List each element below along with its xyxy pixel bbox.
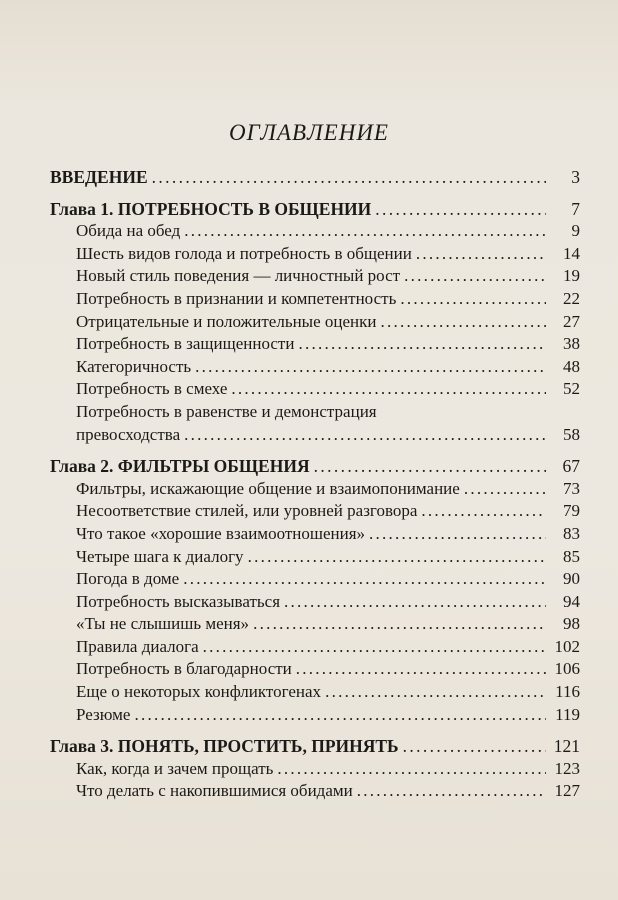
dot-leader (421, 500, 546, 523)
table-of-contents (50, 166, 580, 803)
toc-entry-title: Потребность в признании и компетентность (76, 288, 397, 308)
toc-entry-title: Правила диалога (76, 636, 199, 656)
toc-page-number: 121 (553, 736, 580, 757)
toc-section (50, 704, 580, 727)
toc-entry-title: «Ты не слышишь меня» (76, 614, 250, 634)
toc-page-number: 73 (563, 478, 580, 498)
dot-leader (357, 780, 546, 803)
toc-entry-title: Потребность в смехе (76, 379, 228, 399)
dot-leader (277, 758, 546, 781)
dot-leader (183, 568, 546, 591)
toc-page-number: 94 (563, 591, 580, 611)
dot-leader (134, 704, 546, 727)
toc-section (50, 681, 580, 704)
toc-page-number: 48 (563, 356, 580, 376)
toc-entry-title: Глава 2. ФИЛЬТРЫ ОБЩЕНИЯ (50, 456, 310, 477)
toc-section (50, 311, 580, 334)
dot-leader (381, 311, 547, 334)
toc-page-number: 9 (571, 221, 580, 241)
toc-section (76, 424, 580, 447)
toc-page-number: 119 (555, 704, 580, 724)
toc-chapter (50, 198, 580, 221)
toc-entry-title: Как, когда и зачем прощать (76, 758, 274, 778)
dot-leader (296, 658, 546, 681)
toc-page-number: 123 (554, 758, 580, 778)
toc-page-number: 19 (563, 266, 580, 286)
toc-section (50, 478, 580, 501)
dot-leader (416, 243, 546, 266)
toc-entry-title: Потребность в благодарности (76, 659, 292, 679)
toc-section (50, 523, 580, 546)
toc-section (50, 636, 580, 659)
toc-page-number: 67 (562, 456, 580, 477)
toc-section (50, 546, 580, 569)
dot-leader (369, 523, 546, 546)
toc-page-number: 14 (563, 243, 580, 263)
toc-section (50, 568, 580, 591)
toc-page-number: 90 (563, 569, 580, 589)
toc-entry-title: Погода в доме (76, 569, 180, 589)
dot-leader (253, 613, 546, 636)
toc-section (50, 591, 580, 614)
toc-entry-title: Фильтры, искажающие общение и взаимопонимание (76, 478, 460, 498)
toc-section (50, 658, 580, 681)
dot-leader (284, 591, 546, 614)
toc-section (50, 220, 580, 243)
dot-leader (184, 220, 546, 243)
toc-heading: ОГЛАВЛЕНИЕ (229, 120, 389, 145)
toc-page-number: 22 (563, 288, 580, 308)
dot-leader (195, 356, 546, 379)
dot-leader (404, 265, 546, 288)
toc-page-number: 27 (563, 311, 580, 331)
toc-entry-title: Глава 1. ПОТРЕБНОСТЬ В ОБЩЕНИИ (50, 198, 372, 219)
toc-page-number: 102 (554, 636, 580, 656)
toc-section (50, 378, 580, 401)
toc-entry-title: Отрицательные и положительные оценки (76, 311, 377, 331)
toc-page-number: 116 (555, 682, 580, 702)
toc-section (50, 265, 580, 288)
toc-entry-title: Несоответствие стилей, или уровней разговора (76, 501, 418, 521)
dot-leader (314, 455, 546, 478)
toc-chapter (50, 455, 580, 478)
toc-section (50, 500, 580, 523)
dot-leader (464, 478, 546, 501)
toc-entry-title-line1: Потребность в равенстве и демонстрация (76, 401, 377, 421)
toc-section (50, 356, 580, 379)
toc-page-number: 83 (563, 523, 580, 543)
toc-entry-title: Потребность высказываться (76, 591, 281, 611)
dot-leader (325, 681, 546, 704)
dot-leader (400, 288, 546, 311)
toc-page-number: 127 (554, 781, 580, 801)
toc-section (50, 758, 580, 781)
dot-leader (203, 636, 546, 659)
toc-section (50, 333, 580, 356)
dot-leader (152, 166, 546, 189)
toc-entry-title: Еще о некоторых конфликтогенах (76, 682, 322, 702)
toc-entry-title: Резюме (76, 704, 131, 724)
toc-entry-title: Новый стиль поведения — личностный рост (76, 266, 401, 286)
toc-page-number: 85 (563, 546, 580, 566)
toc-section (50, 613, 580, 636)
toc-chapter (50, 735, 580, 758)
toc-page-number: 38 (563, 334, 580, 354)
dot-leader (231, 378, 546, 401)
toc-entry-title: Потребность в защищенности (76, 334, 295, 354)
toc-page-number: 7 (571, 198, 580, 219)
toc-chapter (50, 166, 580, 189)
toc-page-number: 52 (563, 379, 580, 399)
toc-entry-title: Что делать с накопившимися обидами (76, 781, 353, 801)
dot-leader (403, 735, 546, 758)
toc-section (50, 780, 580, 803)
toc-page-number: 3 (571, 167, 580, 187)
toc-entry-title: Глава 3. ПОНЯТЬ, ПРОСТИТЬ, ПРИНЯТЬ (50, 736, 399, 757)
toc-entry-title-line2: превосходства (76, 424, 181, 444)
toc-page-number: 79 (563, 501, 580, 521)
toc-page-number: 98 (563, 614, 580, 634)
dot-leader (298, 333, 546, 356)
toc-section (50, 243, 580, 266)
toc-entry-title: Четыре шага к диалогу (76, 546, 244, 566)
toc-entry-title: Что такое «хорошие взаимоотношения» (76, 523, 366, 543)
dot-leader (248, 546, 546, 569)
toc-entry-title: Шесть видов голода и потребность в общении (76, 243, 412, 263)
dot-leader (375, 198, 546, 221)
toc-page-number: 58 (563, 424, 580, 444)
toc-page-number: 106 (554, 659, 580, 679)
toc-section-multiline (50, 401, 580, 446)
toc-section (50, 288, 580, 311)
toc-entry-title: Обида на обед (76, 221, 181, 241)
dot-leader (184, 424, 546, 447)
toc-entry-title: Категоричность (76, 356, 192, 376)
toc-entry-title: ВВЕДЕНИЕ (50, 167, 148, 187)
